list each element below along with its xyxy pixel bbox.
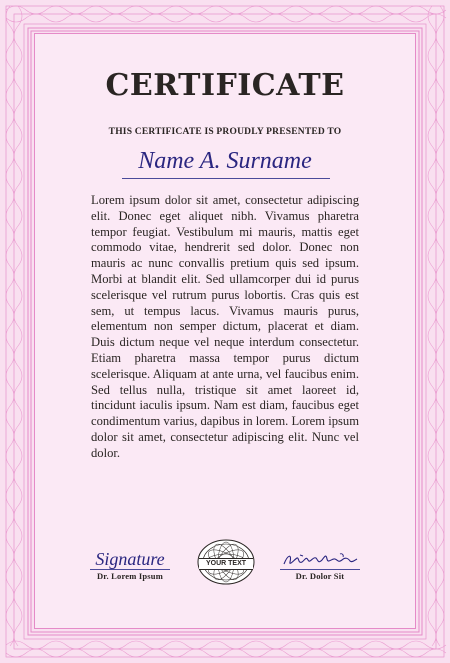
left-signature-script: Signature — [95, 549, 165, 569]
seal-label: YOUR TEXT — [199, 558, 253, 570]
name-underline — [122, 178, 330, 179]
right-signature-line — [280, 569, 360, 570]
left-signature-line — [90, 569, 170, 570]
certificate-title: CERTIFICATE — [105, 68, 345, 103]
right-signatory-name: Dr. Dolor Sit — [295, 571, 345, 581]
left-signature-block — [90, 550, 170, 581]
right-handwritten-signature — [280, 550, 360, 568]
recipient-name: Name A. Surname — [138, 148, 312, 174]
certificate-body-text: Lorem ipsum dolor sit amet, consectetur adipiscing elit. Donec eget aliquet nibh. Vivamus pharetra tempor feugiat. Vestibulum mi mauris, mattis eget commodo vitae, hendrerit sed dolor. Donec non mauris ac nunc convallis pretium quis sed ipsum. Morbi at blandit elit. Sed ullamcorper dui id purus scelerisque vel rutrum purus lobortis. Cras quis est sem, ut tempus lacus. Vivamus mauris purus, elementum non semper dictum, placerat et diam. Duis dictum neque vel neque interdum consectetur. Etiam pharetra massa tempor purus dictum scelerisque. Aliquam at ante urna, vel faucibus enim. Sed tellus nulla, tristique sit amet laoreet id, tincidunt iaculis ipsum. Nam est diam, faucibus eget condimentum varius, dapibus in lorem. Lorem ipsum dolor sit amet, consectetur adipiscing elit. Nunc vel dolor. — [91, 193, 359, 460]
right-signature-block — [280, 550, 360, 581]
left-signatory-name: Dr. Lorem Ipsum — [96, 571, 164, 581]
certificate-subtitle: THIS CERTIFICATE IS PROUDLY PRESENTED TO — [108, 127, 342, 137]
